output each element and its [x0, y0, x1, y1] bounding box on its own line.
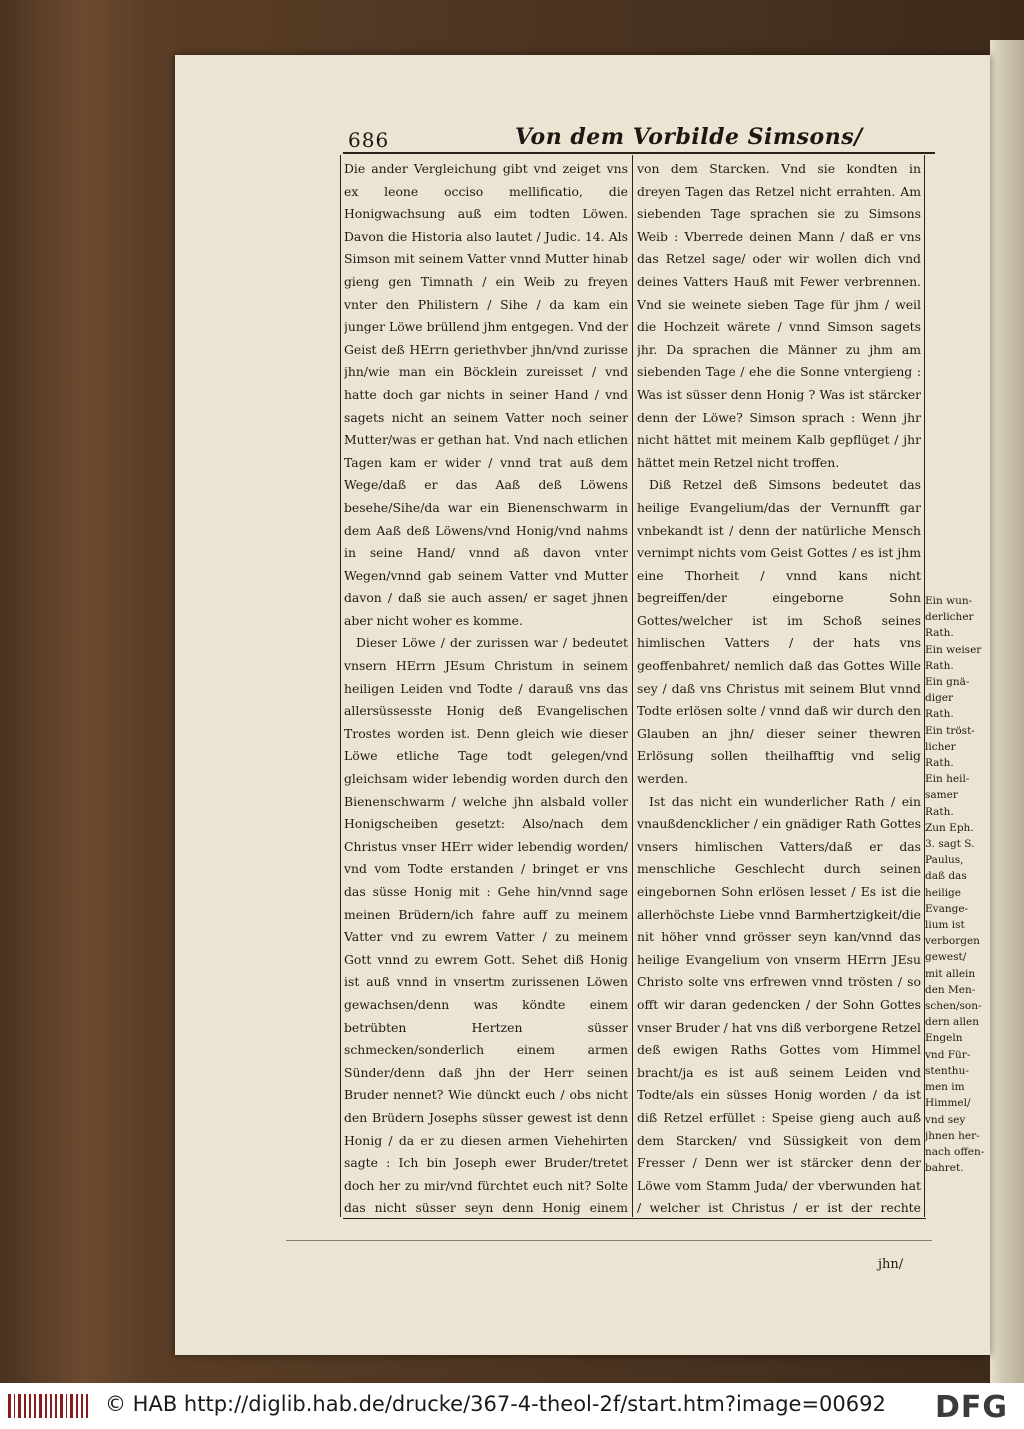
margin-note-line: lium ist: [925, 919, 965, 932]
margin-note-line: Ein gnä-: [925, 676, 970, 689]
margin-note-line: Rath.: [925, 627, 954, 640]
margin-note-line: bahret.: [925, 1162, 964, 1175]
margin-note-line: Rath.: [925, 757, 954, 770]
margin-note-line: diger: [925, 692, 954, 705]
margin-note-line: Ein tröst-: [925, 724, 975, 737]
barcode-icon: [8, 1394, 88, 1418]
viewer-footer: [0, 1383, 1024, 1429]
left-frame-rule: [340, 155, 341, 1217]
margin-note-line: den Men-: [925, 983, 976, 996]
footer-rule: [286, 1240, 932, 1241]
margin-note-line: Evange-: [925, 902, 969, 915]
margin-note-line: Rath.: [925, 805, 954, 818]
margin-note-line: 3. sagt S.: [925, 838, 975, 851]
paragraph: Dieser Löwe / der zurissen war / bedeutet vnsern HErrn JEsum Christum in seinem heiligen Leiden vnd Todte / darauß vns das allersüssesste Honig deß Evangelischen Trostes worden ist. Denn gleich wie dieser Löwe etliche Tage todt gelegen/vnd gleichsam wider lebendig worden durch den Bienenschwarm / welche jhn alsbald voller Honigscheiben gesetzt: Also/nach dem Christus vnser HErr wider lebendig worden/ vnd vom Todte erstanden / bringet er vns das süsse Honig mit : Gehe hin/vnnd sage meinen Brüdern/ich fahre auff zu meinem Vatter vnd zu ewrem Vatter / zu meinem Gott vnnd zu ewrem Gott. Sehet diß Honig ist auß vnnd in vnsertm zurissenen Löwen gewachsen/denn was köndte einem betrübten Hertzen süsser schmecken/sonderlich einem armen Sünder/denn daß jhn der Herr seinen Bruder nennet? Wie dünckt euch / obs nicht den Brüdern Josephs süsser gewest ist denn Honig / da er zu diesen armen Viehehirten sagte : Ich bin Joseph ewer Bruder/tretet doch her zu mir/vnd fürchtet euch nit? Solte das nicht süsser seyn denn Honig einem: [344, 635, 628, 1216]
paragraph: Ist das nicht ein wunderlicher Rath / ein vnaußdencklicher / ein gnädiger Rath Gottes vnsers himlischen Vatters/daß er das menschliche Geschlecht durch seinen eingebornen Sohn erlösen lesset / Es ist die allerhöchste Liebe vnnd Barmhertzigkeit/die nit höher vnnd grösser seyn kan/vnnd das heilige Evangelium von vnserm HErrn JEsu Christo solte vns erfrewen vnnd trösten / so offt wir daran gedencken / der Sohn Gottes vnser Bruder / hat vns diß verborgene Retzel deß ewigen Raths Gottes vom Himmel bracht/ja es ist auß seinem Leiden vnd Todte/als ein süsses Honig worden / da ist diß Retzel erfüllet : Speise gieng auch auß dem Starcken/ vnd Süssigkeit von dem Fresser / Denn wer ist stärcker denn der Löwe vom Stamm Juda/ der vberwunden hat / welcher ist Christus / er ist der rechte: [637, 793, 921, 1216]
margin-note-line: dern allen: [925, 1016, 980, 1029]
margin-note-line: Himmel/: [925, 1097, 971, 1110]
margin-note-line: mit allein: [925, 967, 976, 980]
catchword: jhn/: [878, 1257, 904, 1272]
margin-note-line: Rath.: [925, 708, 954, 721]
right-text-column: [637, 158, 921, 1218]
margin-note-line: Zun Eph.: [925, 821, 974, 834]
bottom-rule: [343, 1218, 926, 1219]
margin-note-line: Paulus,: [925, 854, 964, 867]
margin-note-line: heilige: [925, 886, 961, 899]
margin-note-line: schen/son-: [925, 1000, 982, 1013]
source-link[interactable]: © HAB http://diglib.hab.de/drucke/367-4-theol-2f/start.htm?image=00692: [105, 1392, 886, 1416]
margin-note-line: daß das: [925, 870, 967, 883]
left-text-column: [344, 158, 628, 1218]
column-divider-rule: [632, 155, 633, 1217]
paragraph: Diß Retzel deß Simsons bedeutet das heilige Evangelium/das der Vernunfft gar vnbekandt ist / denn der natürliche Mensch vernimpt nichts vom Geist Gottes / es ist jhm eine Thorheit / vnnd kans nicht begreiffen/der eingeborne Sohn Gottes/welcher ist im Schoß seines himlischen Vatters / der hats vns geoffenbahret/ nemlich daß das Gottes Wille sey / daß vns Christus mit seinem Blut vnnd Todte erlösen solte / vnnd daß wir durch den Glauben an jhn/ dieser seiner thewren Erlösung sollen theilhafftig vnd selig werden.: [637, 477, 921, 787]
margin-note-line: verborgen: [925, 935, 980, 948]
margin-note-line: samer: [925, 789, 958, 802]
margin-note-line: Ein heil-: [925, 773, 970, 786]
margin-note-line: vnd sey: [925, 1113, 966, 1126]
margin-notes: [925, 593, 985, 1176]
paragraph: Die ander Vergleichung gibt vnd zeiget vns ex leone occiso mellificatio, die Honigwachsung auß eim todten Löwen. Davon die Historia also lautet / Judic. 14. Als Simson mit seinem Vatter vnnd Mutter hinab gieng gen Timnath / ein Weib zu freyen vnter den Philistern / Sihe / da kam ein junger Löwe brüllend jhm entgegen. Vnd der Geist deß HErrn geriethvber jhn/vnd zurisse jhn/wie man ein Böcklein zureisset / vnd hatte doch gar nichts in seiner Hand / vnd sagets nicht an seinem Vatter noch seiner Mutter/was er gethan hat. Vnd nach etlichen Tagen kam er wider / vnnd trat auß dem Wege/daß er das Aaß deß Löwens besehe/Sihe/da war ein Bienenschwarm in dem Aaß deß Löwens/vnd Honig/vnd nahms in seine Hand/ vnnd aß davon vnter Wegen/vnnd gab seinem Vatter vnd Mutter davon / daß sie auch assen/ er saget jhnen aber nicht woher es komme.: [344, 161, 628, 628]
margin-note-line: Ein weiser: [925, 643, 982, 656]
page-number: 686: [348, 128, 390, 152]
page-header: [345, 124, 930, 152]
margin-note-line: derlicher: [925, 611, 974, 624]
dfg-logo: DFG: [935, 1390, 1009, 1425]
paragraph: von dem Starcken. Vnd sie kondten in dreyen Tagen das Retzel nicht errahten. Am siebenden Tage sprachen sie zu Simsons Weib : Vberrede deinen Mann / daß er vns das Retzel sage/ oder wir wollen dich vnd deines Vatters Hauß mit Fewer verbrennen. Vnd sie weinete sieben Tage für jhm / weil die Hochzeit wärete / vnnd Simson sagets jhr. Da sprachen die Männer zu jhm am siebenden Tage / ehe die Sonne vntergieng : Was ist süsser denn Honig ? Was ist stärcker denn der Löwe? Simson sprach : Wenn jhr nicht hättet mit meinem Kalb gepflüget / jhr hättet mein Retzel nicht troffen.: [637, 161, 921, 470]
next-page-edge: [990, 40, 1024, 1383]
margin-note-line: stenthu-: [925, 1064, 969, 1077]
margin-note-line: Rath.: [925, 659, 954, 672]
margin-note-line: Engeln: [925, 1032, 963, 1045]
margin-note-line: vnd Für-: [925, 1048, 971, 1061]
margin-note-line: gewest/: [925, 951, 967, 964]
margin-note-line: jhnen her-: [925, 1129, 980, 1142]
margin-note-line: Ein wun-: [925, 595, 973, 607]
margin-note-line: men im: [925, 1081, 965, 1094]
header-rule: [343, 152, 935, 154]
margin-note-line: nach offen-: [925, 1145, 985, 1158]
running-title: Von dem Vorbilde Simsons/: [515, 124, 863, 150]
margin-note-line: licher: [925, 740, 956, 753]
